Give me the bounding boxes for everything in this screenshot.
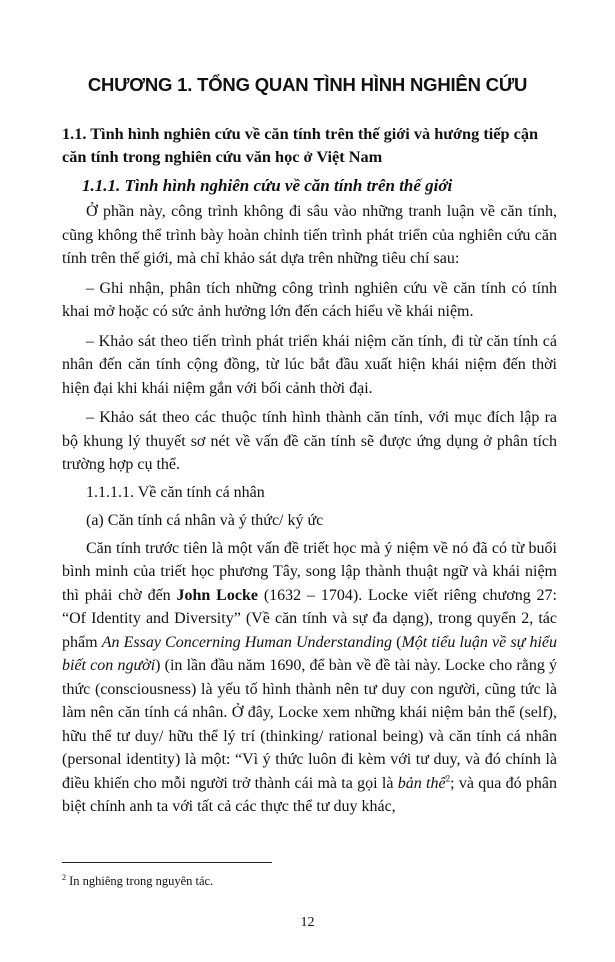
main-text-2: (1632 – 1704). Locke viết riêng chương 27: “Of Identity and Diversity” (Về căn tính và sự đa dạng), trong quyển 2, tác phẩm <box>62 586 557 651</box>
section-heading-1-1: 1.1. Tình hình nghiên cứu về căn tính trên thế giới và hướng tiếp cận căn tính trong nghiên cứu văn học ở Việt Nam <box>62 124 539 166</box>
chapter-title: CHƯƠNG 1. TỔNG QUAN TÌNH HÌNH NGHIÊN CỨU <box>87 74 528 95</box>
criterion-2: – Khảo sát theo tiến trình phát triển khái niệm căn tính, đi từ căn tính cá nhân đến căn tính cộng đồng, từ lúc bắt đầu xuất hiện khái niệm đến thời hiện đại khi khái niệm gắn với bối cảnh thời đại. <box>62 332 557 397</box>
footnote-marker: 2 <box>445 773 451 784</box>
main-text-5: ; và qua đó phân biệt chính anh ta với tất cả các thực thể tư duy khác, <box>62 774 558 815</box>
footnote-text: In nghiêng trong nguyên tác. <box>66 874 214 889</box>
main-text-3: ( <box>391 633 402 651</box>
book-title-en: An Essay Concerning Human Understanding <box>101 633 392 651</box>
criterion-3: – Khảo sát theo các thuộc tính hình thành căn tính, với mục đích lập ra bộ khung lý thuyết sơ nét về vấn đề căn tính sẽ được ứng dụng ở phân tích trường hợp cụ thể. <box>62 409 557 473</box>
criterion-1: – Ghi nhận, phân tích những công trình nghiên cứu về căn tính có tính khai mở hoặc có sức ảnh hưởng lớn đến cách hiểu về khái niệm. <box>62 279 557 320</box>
footnote-number: 2 <box>62 873 66 882</box>
main-paragraph <box>62 537 557 819</box>
main-text-4: ) (in lần đầu năm 1690, để bàn về đề tài này. Locke cho rằng ý thức (consciousness) là yếu tố hình thành nên tư duy con người, cũng tức là làm nên căn tính cá nhân. Ở đây, Locke xem những khái niệm bản thể (self), hữu thể tư duy/ hữu thể lý trí (thinking/ rational being) và căn tính cá nhân (personal identity) là một: “Vì ý thức luôn đi kèm với tư duy, và đó chính là điều khiến cho mỗi người trở thành cái mà ta gọi là <box>62 657 557 792</box>
body-text <box>62 122 557 825</box>
section-heading-1-1-1: 1.1.1. Tình hình nghiên cứu về căn tính trên thế giới <box>82 176 453 195</box>
subsection-heading-1-1-1-1: 1.1.1.1. Về căn tính cá nhân <box>86 483 265 501</box>
book-title-vi: Một tiểu luận về sự hiểu biết con người <box>62 633 558 674</box>
author-name: John Locke <box>176 586 258 604</box>
main-text-1: Căn tính trước tiên là một vấn đề triết học mà ý niệm về nó đã có từ buổi bình minh của triết học phương Tây, song lập thành thuật ngữ và khái niệm thì phải chờ đến <box>62 539 557 604</box>
footnote-divider <box>62 862 272 863</box>
page-number: 12 <box>300 915 315 930</box>
subsection-heading-a: (a) Căn tính cá nhân và ý thức/ ký ức <box>86 511 324 529</box>
footnote <box>62 870 213 889</box>
term-ban-the: bản thể <box>397 774 446 792</box>
intro-paragraph: Ở phần này, công trình không đi sâu vào những tranh luận về căn tính, cũng không thể trình bày hoàn chỉnh tiến trình phát triển của nghiên cứu căn tính trên thế giới, mà chỉ khảo sát dựa trên những tiêu chí sau: <box>62 203 557 267</box>
